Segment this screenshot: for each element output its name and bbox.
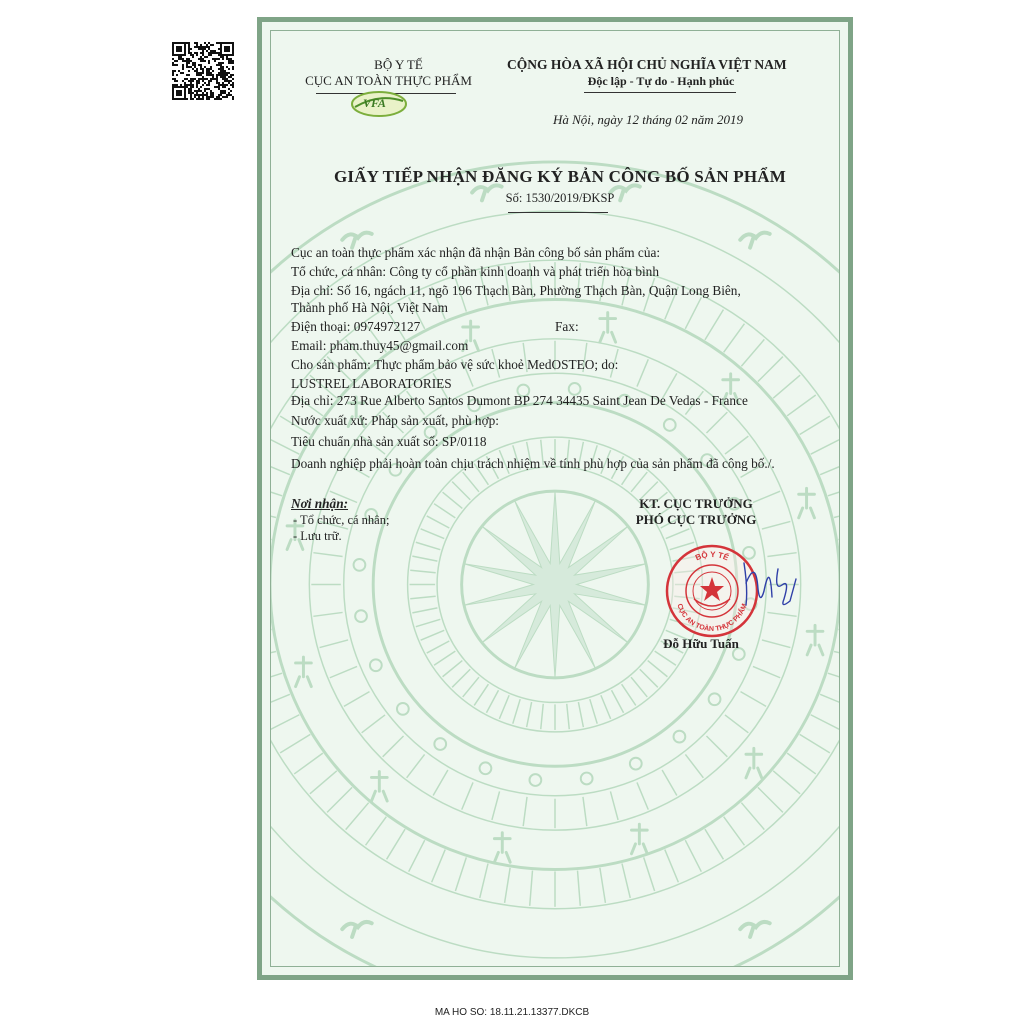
signer-name: Đỗ Hữu Tuấn — [663, 636, 739, 651]
document-page — [257, 17, 853, 980]
organization-line: Tổ chức, cá nhân: Công ty cổ phần kinh doanh và phát triển hòa bình — [291, 264, 659, 279]
signature-title-2: PHÓ CỤC TRƯỞNG — [635, 512, 757, 527]
issue-date: Hà Nội, ngày 12 tháng 02 năm 2019 — [553, 112, 743, 127]
origin-line: Nước xuất xứ: Pháp sản xuất, phù hợp: — [291, 413, 499, 428]
nation-name: CỘNG HÒA XÃ HỘI CHỦ NGHĨA VIỆT NAM — [507, 57, 787, 72]
phone-line: Điện thoại: 0974972127 — [291, 319, 421, 334]
motto-underline — [584, 92, 736, 93]
dossier-code: MA HO SO: 18.11.21.13377.DKCB — [434, 1007, 590, 1018]
responsibility-line: Doanh nghiệp phải hoàn toàn chịu trách nhiệm về tính phù hợp của sản phẩm đã công bố./. — [291, 456, 775, 471]
svg-text:CỤC AN TOÀN THỰC PHẨM: CỤC AN TOÀN THỰC PHẨM — [675, 602, 749, 634]
ministry-name: BỘ Y TẾ — [374, 57, 423, 72]
recipients-label: Nơi nhận: — [291, 496, 349, 511]
manufacturer-address-line: Địa chỉ: 273 Rue Alberto Santos Dumont BP 274 34435 Saint Jean De Vedas - France — [291, 393, 748, 408]
recipient-item: - Tổ chức, cá nhân; — [293, 513, 390, 527]
recipient-item: - Lưu trữ. — [293, 529, 342, 543]
svg-text:BỘ Y TẾ: BỘ Y TẾ — [694, 549, 731, 563]
manufacturer-line: LUSTREL LABORATORIES — [291, 376, 452, 391]
fax-line: Fax: — [555, 319, 579, 334]
product-line: Cho sản phẩm: Thực phẩm bảo vệ sức khoẻ MedOSTEO; do: — [291, 357, 619, 372]
document-title: GIẤY TIẾP NHẬN ĐĂNG KÝ BẢN CÔNG BỐ SẢN PHẨM — [333, 167, 787, 186]
email-line: Email: pham.thuy45@gmail.com — [291, 338, 469, 353]
title-underline — [508, 212, 608, 213]
qr-code-icon — [172, 42, 234, 100]
address-line-1: Địa chỉ: Số 16, ngách 11, ngõ 196 Thạch Bàn, Phường Thạch Bàn, Quận Long Biên, — [291, 283, 741, 298]
document-inner-border — [270, 30, 840, 967]
vfa-logo-icon: VFA — [349, 89, 409, 119]
standard-line: Tiêu chuẩn nhà sản xuất số: SP/0118 — [291, 434, 487, 449]
signature-title-1: KT. CỤC TRƯỞNG — [639, 496, 753, 511]
intro-line: Cục an toàn thực phẩm xác nhận đã nhận Bản công bố sản phẩm của: — [291, 245, 661, 260]
national-motto: Độc lập - Tự do - Hạnh phúc — [587, 74, 735, 88]
address-line-2: Thành phố Hà Nội, Việt Nam — [291, 300, 449, 315]
handwritten-signature — [726, 539, 816, 619]
document-number: Số: 1530/2019/ĐKSP — [505, 191, 615, 205]
department-name: CỤC AN TOÀN THỰC PHẨM — [305, 73, 472, 88]
